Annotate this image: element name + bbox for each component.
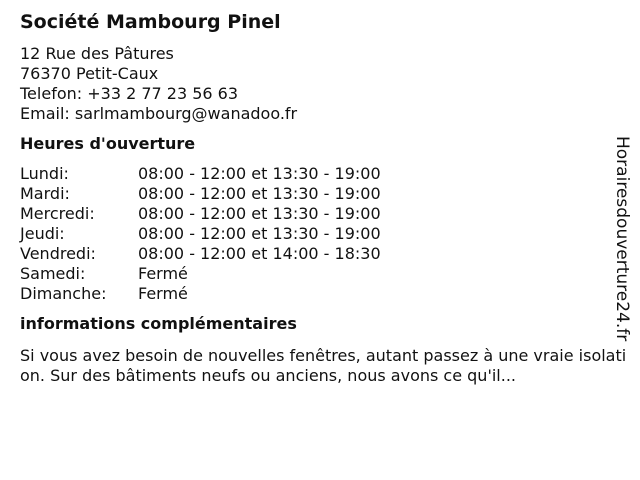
hours-row-friday	[20, 244, 632, 264]
business-card	[20, 10, 632, 386]
hours-value: 08:00 - 12:00 et 13:30 - 19:00	[138, 224, 381, 243]
opening-hours-list	[20, 164, 632, 304]
street-address: 12 Rue des Pâtures	[20, 44, 174, 63]
additional-info-text: Si vous avez besoin de nouvelles fenêtres, autant passez à une vraie isolation. Sur des bâtiments neufs ou anciens, nous avons ce qu'il...	[20, 346, 627, 385]
day-label: Vendredi:	[20, 244, 96, 263]
email-address: Email: sarlmambourg@wanadoo.fr	[20, 104, 298, 123]
day-label: Jeudi:	[20, 224, 65, 243]
day-label: Dimanche:	[20, 284, 107, 303]
hours-row-tuesday	[20, 184, 632, 204]
hours-value: 08:00 - 12:00 et 14:00 - 18:30	[138, 244, 381, 263]
hours-row-thursday	[20, 224, 632, 244]
hours-value: 08:00 - 12:00 et 13:30 - 19:00	[138, 184, 381, 203]
phone-number: Telefon: +33 2 77 23 56 63	[20, 84, 239, 103]
day-label: Lundi:	[20, 164, 69, 183]
opening-hours-heading: Heures d'ouverture	[20, 134, 196, 153]
hours-value: Fermé	[138, 284, 188, 303]
postal-city: 76370 Petit-Caux	[20, 64, 159, 83]
hours-row-wednesday	[20, 204, 632, 224]
day-label: Mercredi:	[20, 204, 95, 223]
company-name: Société Mambourg Pinel	[20, 11, 281, 33]
hours-value: 08:00 - 12:00 et 13:30 - 19:00	[138, 204, 381, 223]
hours-row-monday	[20, 164, 632, 184]
additional-info-heading: informations complémentaires	[20, 314, 297, 333]
day-label: Samedi:	[20, 264, 86, 283]
address-block	[20, 44, 632, 124]
hours-row-sunday	[20, 284, 632, 304]
hours-value: Fermé	[138, 264, 188, 283]
day-label: Mardi:	[20, 184, 70, 203]
hours-value: 08:00 - 12:00 et 13:30 - 19:00	[138, 164, 381, 183]
hours-row-saturday	[20, 264, 632, 284]
site-watermark: Horairesdouverture24.fr	[612, 136, 632, 342]
